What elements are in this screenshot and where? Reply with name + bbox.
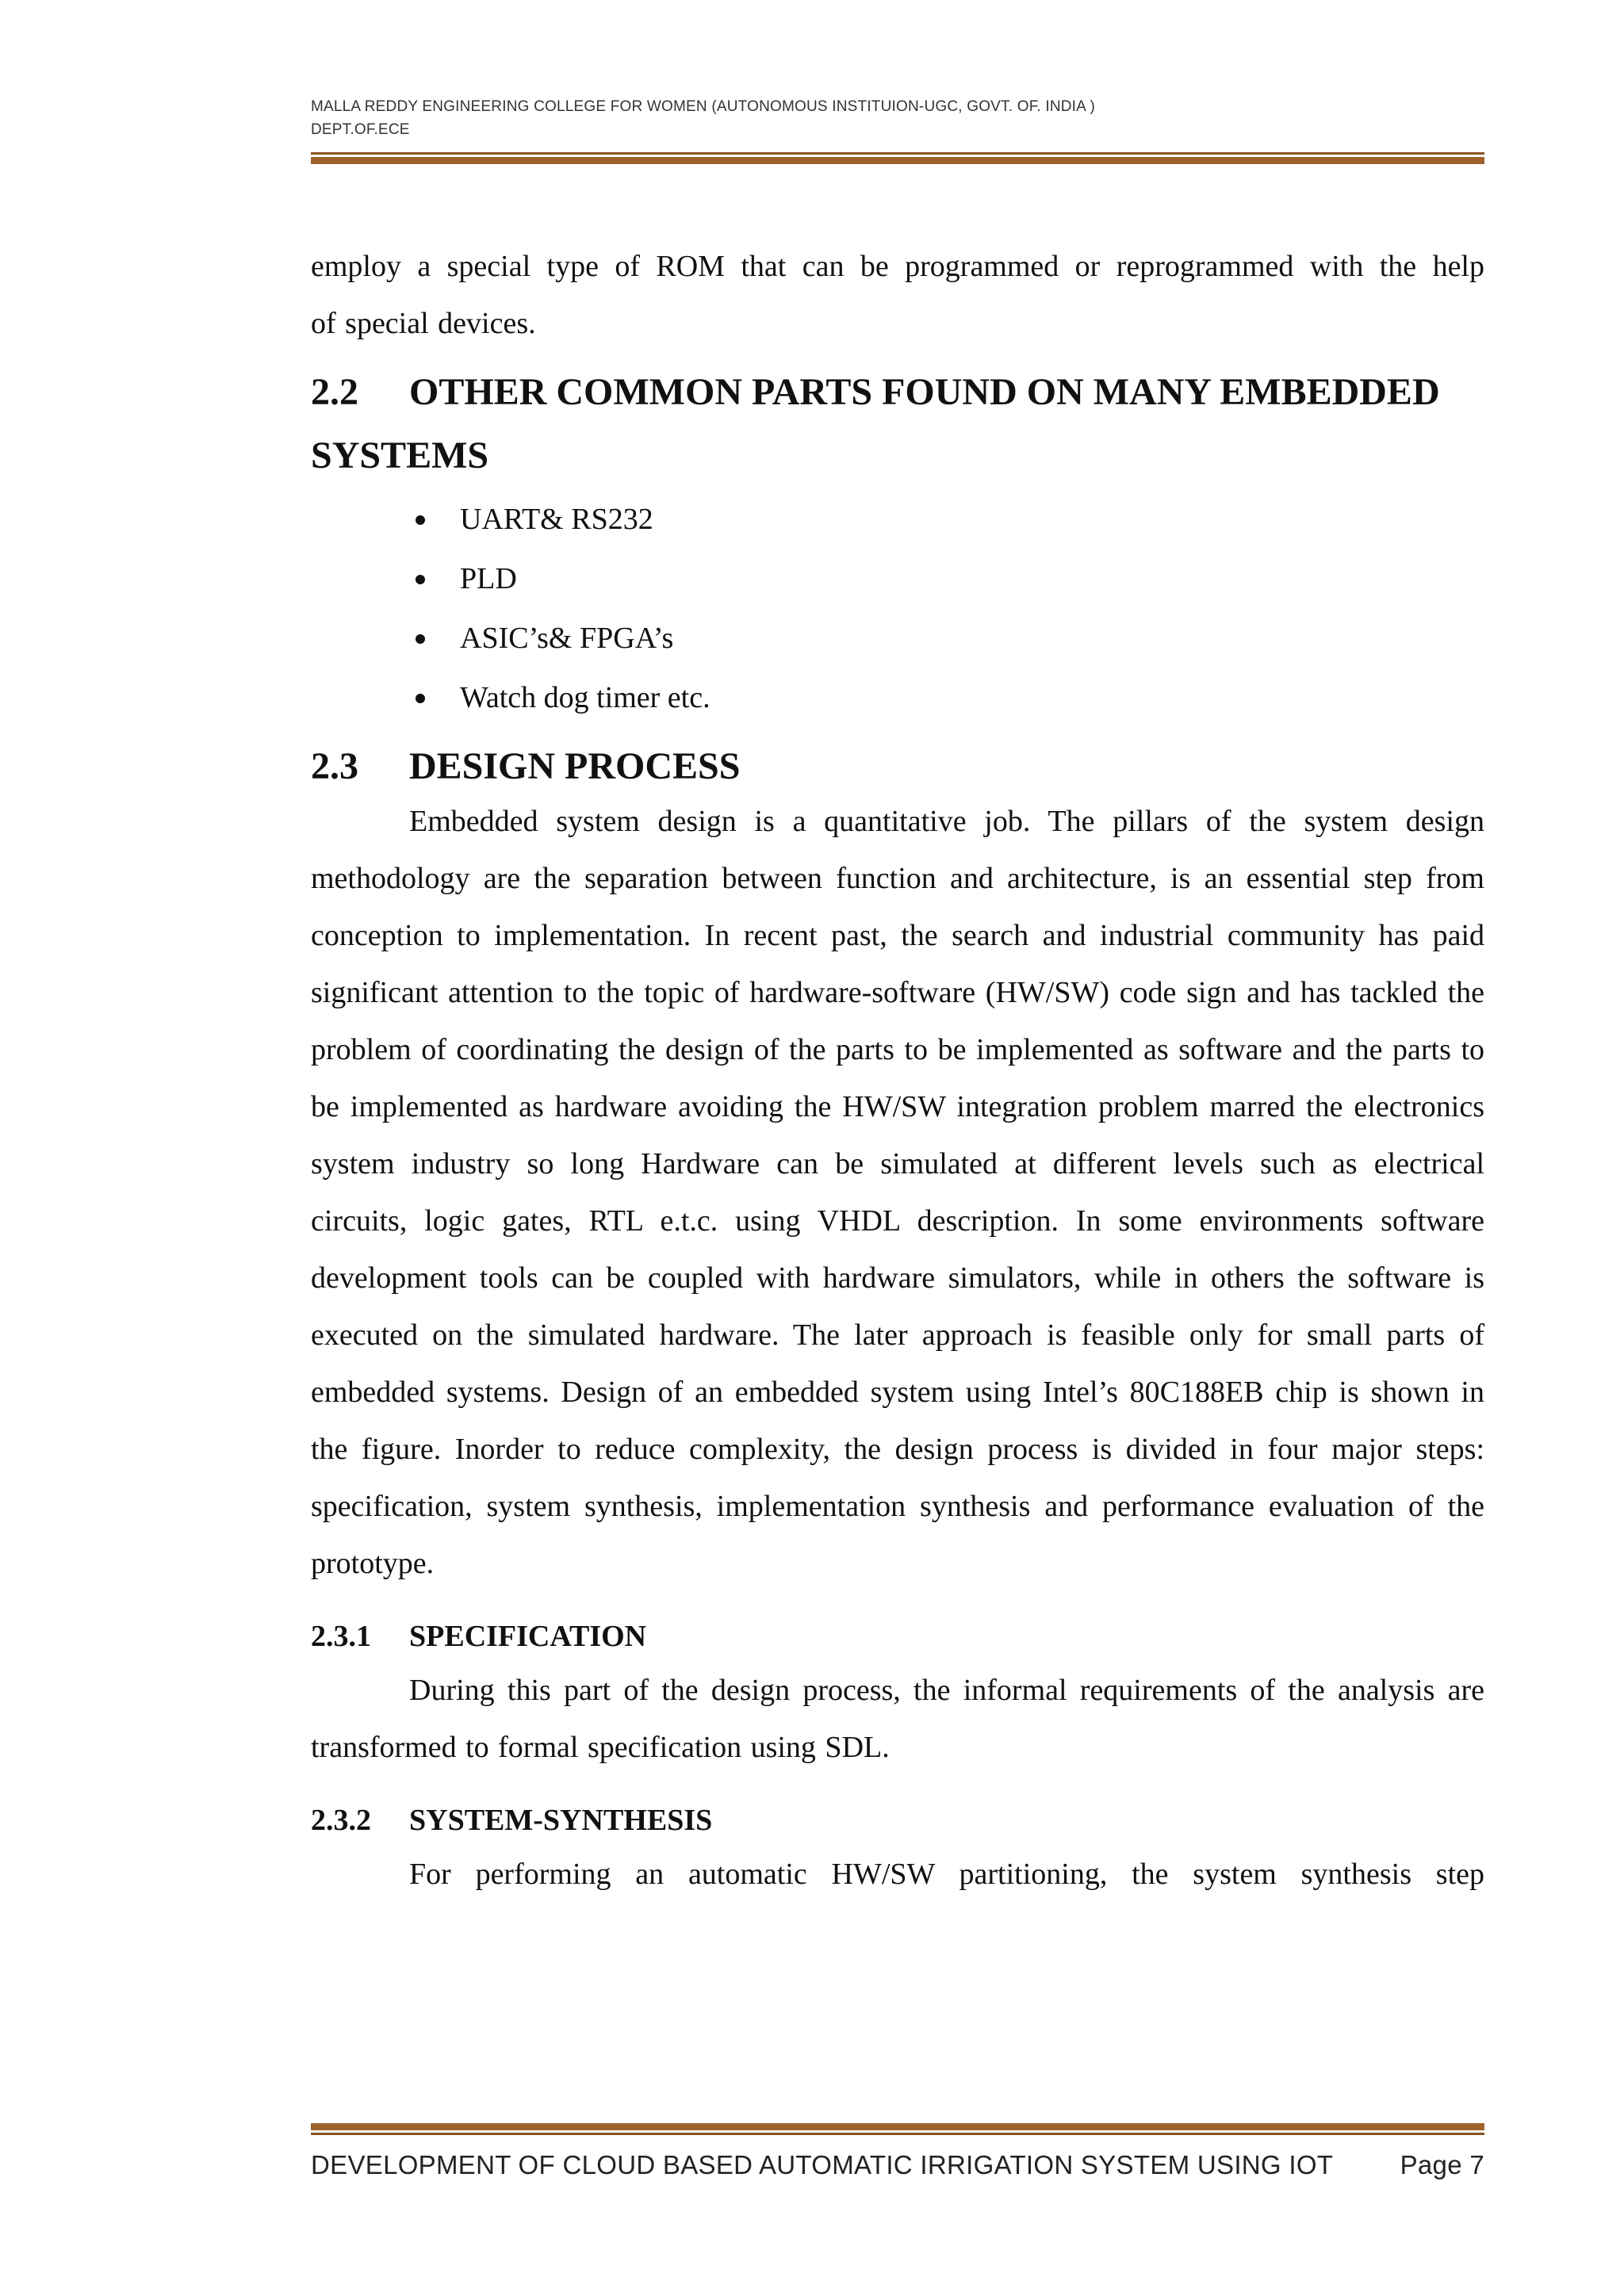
- footer-title: DEVELOPMENT OF CLOUD BASED AUTOMATIC IRRIGATION SYSTEM USING IOT: [311, 2150, 1334, 2179]
- section-title: OTHER COMMON PARTS FOUND ON MANY EMBEDDED: [409, 371, 1440, 413]
- design-process-paragraph: Embedded system design is a quantitative job. The pillars of the system design methodology are the separation between function and architecture, is an essential step from conception to implementation. In recent past, the search and industrial community has paid significant attention to the topic of hardware-software (HW/SW) code sign and has tackled the problem of coordinating the design of the parts to be implemented as software and the parts to be implemented as hardware avoiding the HW/SW integration problem marred the electronics system industry so long Hardware can be simulated at different levels such as electrical circuits, logic gates, RTL e.t.c. using VHDL description. In some environments software development tools can be coupled with hardware simulators, while in others the software is executed on the simulated hardware. The later approach is feasible only for small parts of embedded systems. Design of an embedded system using Intel’s 80C188EB chip is shown in the figure. Inorder to reduce complexity, the design process is divided in four major steps: specification, system synthesis, implementation synthesis and performance evaluation of the prototype.: [311, 805, 1484, 1580]
- list-item: Watch dog timer etc.: [311, 668, 1484, 728]
- section-title: DESIGN PROCESS: [409, 745, 741, 787]
- section-title-cont: SYSTEMS: [311, 434, 489, 476]
- section-title: SPECIFICATION: [409, 1620, 647, 1653]
- bullet-icon: [416, 694, 425, 703]
- bullet-icon: [416, 515, 425, 525]
- header-department: DEPT.OF.ECE: [311, 121, 410, 138]
- intro-line-2: of special devices.: [311, 307, 536, 340]
- section-2-2-heading-cont: [311, 422, 1484, 490]
- section-number: 2.3.1: [311, 1620, 371, 1653]
- section-2-3-2-heading: [311, 1795, 1484, 1846]
- list-item: PLD: [311, 549, 1484, 609]
- intro-line-1: employ a special type of ROM that can be programmed or reprogrammed with the help: [311, 250, 1484, 283]
- list-item: UART& RS232: [311, 490, 1484, 549]
- section-2-3-heading: [311, 733, 1484, 801]
- system-synthesis-paragraph: For performing an automatic HW/SW partitioning, the system synthesis step: [409, 1858, 1484, 1891]
- page-number: Page 7: [1400, 2150, 1484, 2179]
- bullet-icon: [416, 575, 425, 584]
- parts-list: [311, 490, 1484, 728]
- list-item: ASIC’s& FPGA’s: [311, 609, 1484, 668]
- header-institution: MALLA REDDY ENGINEERING COLLEGE FOR WOMEN (AUTONOMOUS INSTITUION-UGC, GOVT. OF. INDIA ): [311, 98, 1095, 115]
- page-footer: [311, 2150, 1484, 2180]
- section-number: 2.3.2: [311, 1804, 371, 1837]
- bullet-icon: [416, 634, 425, 644]
- page-header: [311, 95, 1484, 141]
- footer-rule: [311, 2123, 1484, 2137]
- page-content: [311, 238, 1484, 1903]
- header-rule: [311, 152, 1484, 166]
- section-number: 2.2: [311, 371, 358, 413]
- specification-paragraph: During this part of the design process, the informal requirements of the analysis are transformed to formal specification using SDL.: [311, 1674, 1484, 1764]
- section-2-3-1-heading: [311, 1611, 1484, 1662]
- section-title: SYSTEM-SYNTHESIS: [409, 1804, 713, 1837]
- section-2-2-heading: [311, 358, 1484, 427]
- section-number: 2.3: [311, 745, 358, 787]
